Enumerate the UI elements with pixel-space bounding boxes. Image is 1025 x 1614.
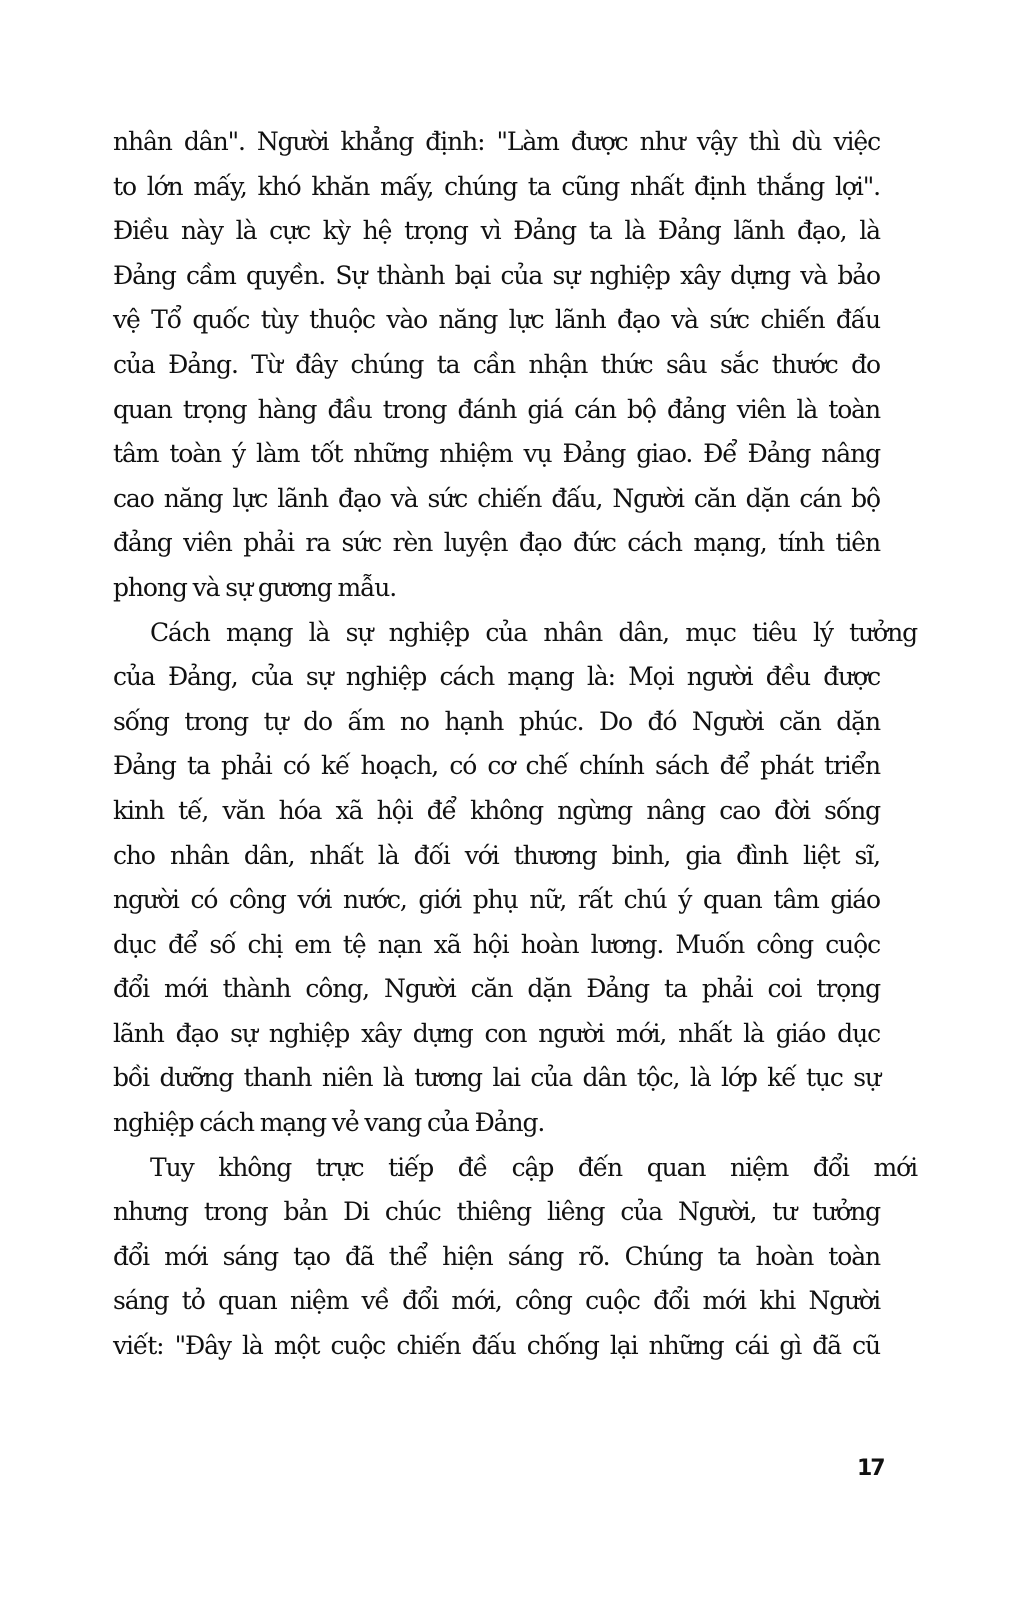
text-line: của Đảng, của sự nghiệp cách mạng là: Mọi người đều được (113, 662, 880, 692)
text-line: Tuy không trực tiếp đề cập đến quan niệm đổi mới (150, 1152, 917, 1182)
text-line: người có công với nước, giới phụ nữ, rất chú ý quan tâm giáo (113, 885, 880, 915)
text-line: to lớn mấy, khó khăn mấy, chúng ta cũng nhất định thắng lợi". (113, 171, 880, 201)
paragraph (113, 120, 880, 611)
body-text (113, 120, 917, 1369)
text-line: Điều này là cực kỳ hệ trọng vì Đảng ta là Đảng lãnh đạo, là (113, 216, 880, 246)
text-line: nhân dân". Người khẳng định: "Làm được như vậy thì dù việc (113, 127, 880, 156)
text-line: của Đảng. Từ đây chúng ta cần nhận thức sâu sắc thước đo (113, 349, 880, 379)
text-line: phong và sự gương mẫu. (113, 572, 397, 602)
text-line: đổi mới sáng tạo đã thể hiện sáng rõ. Chúng ta hoàn toàn (113, 1241, 880, 1271)
text-line: cho nhân dân, nhất là đối với thương binh, gia đình liệt sĩ, (113, 840, 880, 870)
text-line: viết: "Đây là một cuộc chiến đấu chống lại những cái gì đã cũ (113, 1331, 880, 1361)
text-line: sống trong tự do ấm no hạnh phúc. Do đó Người căn dặn (113, 706, 880, 736)
text-line: Đảng cầm quyền. Sự thành bại của sự nghiệp xây dựng và bảo (113, 260, 880, 290)
text-line: đảng viên phải ra sức rèn luyện đạo đức cách mạng, tính tiên (113, 528, 880, 558)
text-line: tâm toàn ý làm tốt những nhiệm vụ Đảng giao. Để Đảng nâng (113, 439, 880, 469)
paragraph (113, 1146, 917, 1369)
paragraph (113, 611, 917, 1146)
text-line: quan trọng hàng đầu trong đánh giá cán bộ đảng viên là toàn (113, 394, 880, 424)
text-line: bồi dưỡng thanh niên là tương lai của dân tộc, là lớp kế tục sự (113, 1063, 880, 1093)
text-line: lãnh đạo sự nghiệp xây dựng con người mới, nhất là giáo dục (113, 1018, 880, 1048)
text-line: nghiệp cách mạng vẻ vang của Đảng. (113, 1108, 545, 1138)
text-line: vệ Tổ quốc tùy thuộc vào năng lực lãnh đạo và sức chiến đấu (113, 305, 880, 335)
text-line: đổi mới thành công, Người căn dặn Đảng ta phải coi trọng (113, 974, 880, 1004)
text-line: dục để số chị em tệ nạn xã hội hoàn lương. Muốn công cuộc (113, 929, 880, 959)
text-line: Đảng ta phải có kế hoạch, có cơ chế chính sách để phát triển (113, 751, 880, 781)
text-line: sáng tỏ quan niệm về đổi mới, công cuộc đổi mới khi Người (113, 1286, 880, 1316)
text-line: cao năng lực lãnh đạo và sức chiến đấu, Người căn dặn cán bộ (113, 483, 880, 513)
text-line: nhưng trong bản Di chúc thiêng liêng của Người, tư tưởng (113, 1197, 880, 1227)
page-number: 17 (857, 1456, 884, 1481)
text-line: Cách mạng là sự nghiệp của nhân dân, mục tiêu lý tưởng (150, 617, 917, 647)
text-line: kinh tế, văn hóa xã hội để không ngừng nâng cao đời sống (113, 795, 880, 825)
